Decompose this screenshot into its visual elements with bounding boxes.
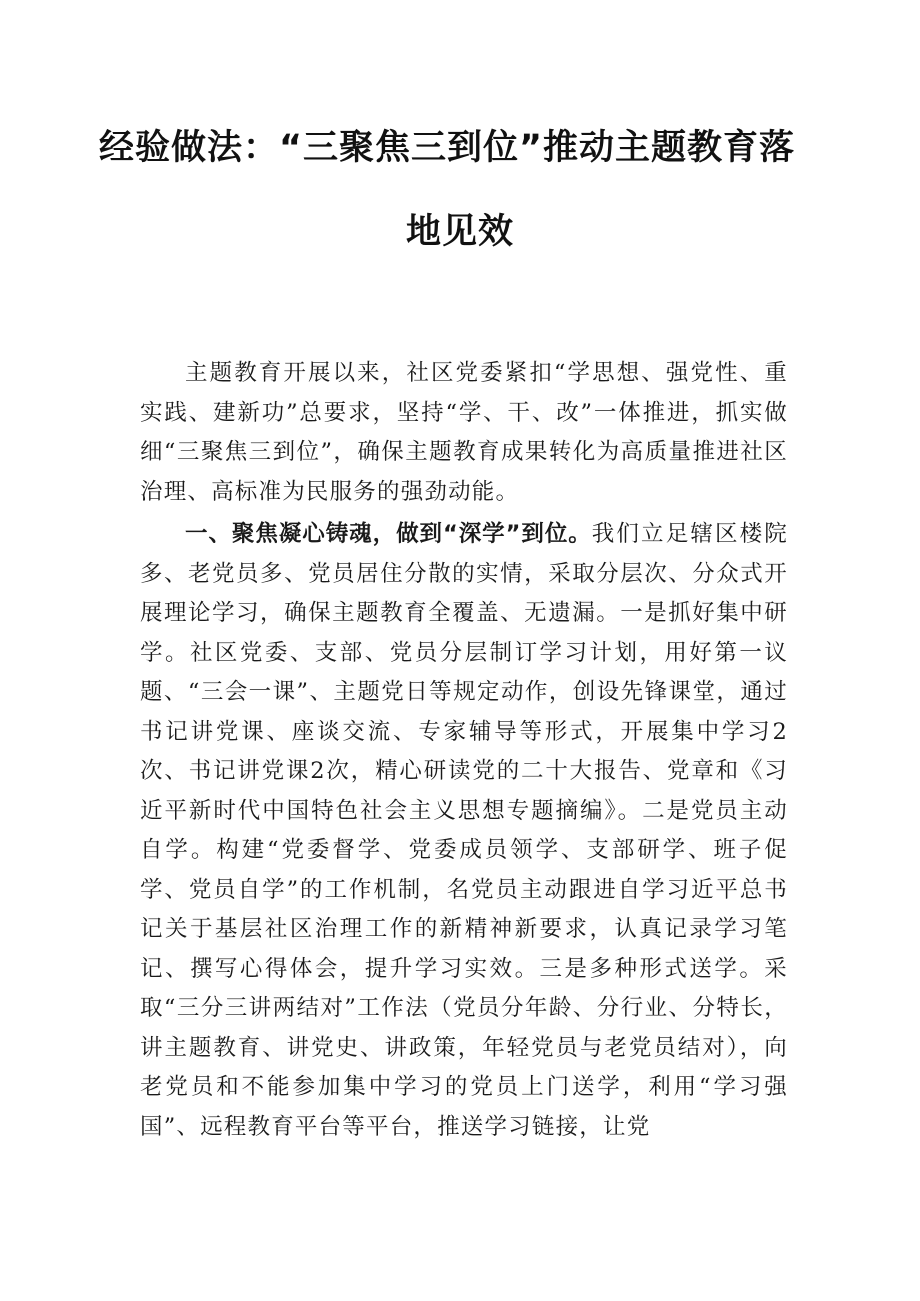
section-one-text: 我们立足辖区楼院多、老党员多、党员居住分散的实情，采取分层次、分众式开展理论学习，确保主题教育全覆盖、无遗漏。一是抓好集中研学。社区党委、支部、党员分层制订学习计划，用好第一议题、“三会一课”、主题党日等规定动作，创设先锋课堂，通过书记讲党课、座谈交流、专家辅导等形式，开展集中学习2次、书记讲党课2次，精心研读党的二十大报告、党章和《习近平新时代中国特色社会主义思想专题摘编》。二是党员主动自学。构建“党委督学、党委成员领学、支部研学、班子促学、党员自学”的工作机制，名党员主动跟进自学习近平总书记关于基层社区治理工作的新精神新要求，认真记录学习笔记、撰写心得体会，提升学习实效。三是多种形式送学。采取“三分三讲两结对”工作法（党员分年龄、分行业、分特长，讲主题教育、讲党史、讲政策，年轻党员与老党员结对），向老党员和不能参加集中学习的党员上门送学，利用“学习强国”、远程教育平台等平台，推送学习链接，让党: [140, 521, 789, 1140]
section-one-paragraph: [140, 515, 788, 1147]
document-title-line-1: 经验做法：“三聚焦三到位”推动主题教育落: [98, 128, 795, 168]
document-body: [140, 354, 788, 1150]
section-one-heading: 一、聚焦凝心铸魂，做到“深学”到位。: [185, 521, 592, 547]
intro-paragraph: [140, 354, 788, 512]
document-title-line-2: 地见效: [405, 212, 514, 252]
intro-paragraph-text: 主题教育开展以来，社区党委紧扣“学思想、强党性、重实践、建新功”总要求，坚持“学、干、改”一体推进，抓实做细“三聚焦三到位”，确保主题教育成果转化为高质量推进社区治理、高标准为民服务的强劲动能。: [140, 360, 788, 505]
